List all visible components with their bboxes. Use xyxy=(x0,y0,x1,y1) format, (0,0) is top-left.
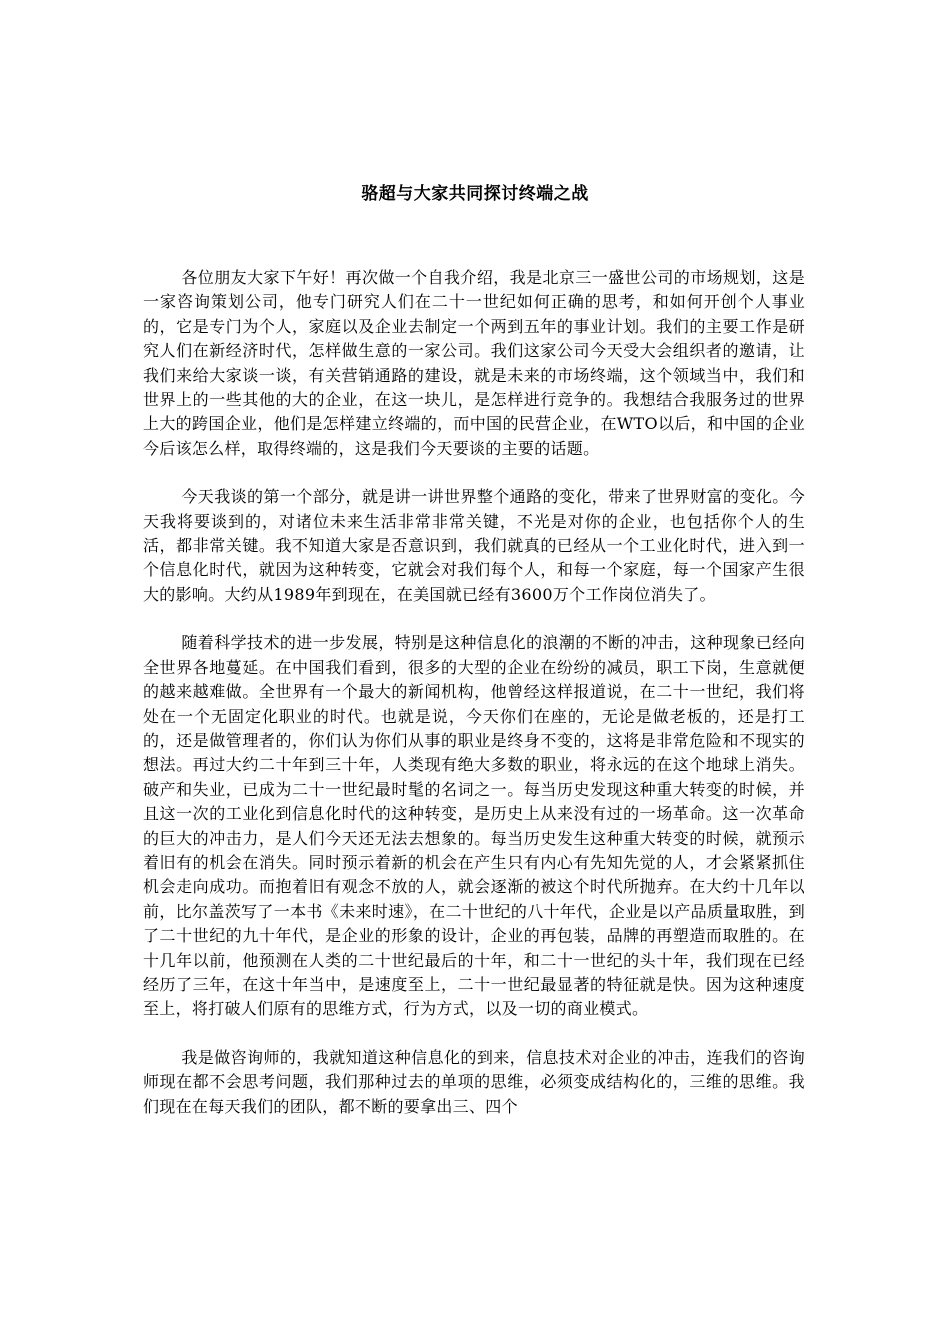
document-title: 骆超与大家共同探讨终端之战 xyxy=(361,184,589,204)
paragraph-2: 今天我谈的第一个部分，就是讲一讲世界整个通路的变化，带来了世界财富的变化。今天我将要谈到的，对诸位未来生活非常非常关键，不光是对你的企业，也包括你个人的生活，都非常关键。我不知道大家是否意识到，我们就真的已经从一个工业化时代，进入到一个信息化时代，就因为这种转变，它就会对我们每个人，和每一个家庭，每一个国家产生很大的影响。大约从1989年到现在，在美国就已经有3600万个工作岗位消失了。 xyxy=(143,487,805,604)
paragraph-1: 各位朋友大家下午好！再次做一个自我介绍，我是北京三一盛世公司的市场规划，这是一家咨询策划公司，他专门研究人们在二十一世纪如何正确的思考，和如何开创个人事业的，它是专门为个人，家庭以及企业去制定一个两到五年的事业计划。我们的主要工作是研究人们在新经济时代，怎样做生意的一家公司。我们这家公司今天受大会组织者的邀请，让我们来给大家谈一谈，有关营销通路的建设，就是未来的市场终端，这个领域当中，我们和世界上的一些其他的大的企业，在这一块儿，是怎样进行竞争的。我想结合我服务过的世界上大的跨国企业，他们是怎样建立终端的，而中国的民营企业，在WTO以后，和中国的企业今后该怎么样，取得终端的，这是我们今天要谈的主要的话题。 xyxy=(143,268,805,458)
paragraph-3: 随着科学技术的进一步发展，特别是这种信息化的浪潮的不断的冲击，这种现象已经向全世界各地蔓延。在中国我们看到，很多的大型的企业在纷纷的减员，职工下岗，生意就便的越来越难做。全世界有一个最大的新闻机构，他曾经这样报道说，在二十一世纪，我们将处在一个无固定化职业的时代。也就是说，今天你们在座的，无论是做老板的，还是打工的，还是做管理者的，你们认为你们从事的职业是终身不变的，这将是非常危险和不现实的想法。再过大约二十年到三十年，人类现有绝大多数的职业，将永远的在这个地球上消失。破产和失业，已成为二十一世纪最时髦的名词之一。每当历史发现这种重大转变的时候，并且这一次的工业化到信息化时代的这种转变，是历史上从来没有过的一场革命。这一次革命的巨大的冲击力，是人们今天还无法去想象的。每当历史发生这种重大转变的时候，就预示着旧有的机会在消失。同时预示着新的机会在产生只有内心有先知先觉的人，才会紧紧抓住机会走向成功。而抱着旧有观念不放的人，就会逐渐的被这个时代所抛弃。在大约十几年以前，比尔盖茨写了一本书《未来时速》，在二十世纪的八十年代，企业是以产品质量取胜，到了二十世纪的九十年代，是企业的形象的设计，企业的再包装，品牌的再塑造而取胜的。在十几年以前，他预测在人类的二十世纪最后的十年，和二十一世纪的头十年，我们现在已经经历了三年，在这十年当中，是速度至上，二十一世纪最显著的特征就是快。因为这种速度至上，将打破人们原有的思维方式，行为方式，以及一切的商业模式。 xyxy=(143,633,805,1019)
document-body xyxy=(143,266,805,1143)
paragraph-4: 我是做咨询师的，我就知道这种信息化的到来，信息技术对企业的冲击，连我们的咨询师现在都不会思考问题，我们那种过去的单项的思维，必须变成结构化的，三维的思维。我们现在在每天我们的团队，都不断的要拿出三、四个 xyxy=(143,1047,805,1116)
